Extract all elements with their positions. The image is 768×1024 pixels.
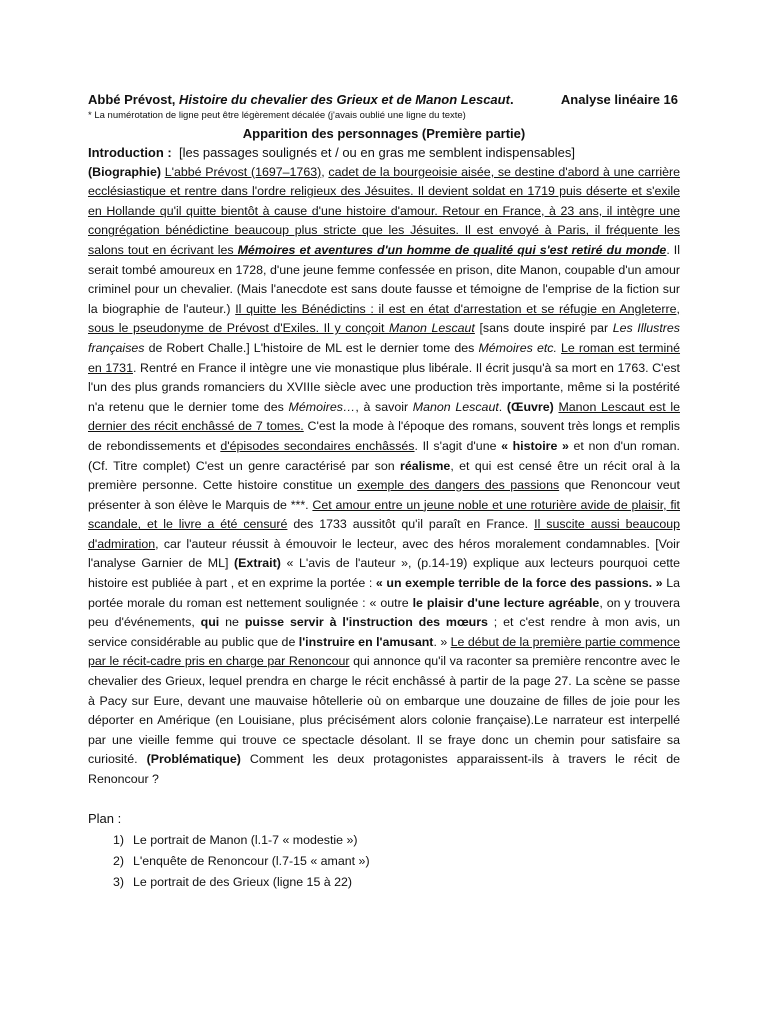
title-dot: . xyxy=(509,92,514,107)
text-segment: , et qui est censé être un récit oral à la première personne. Cette histoire constitue un xyxy=(88,458,680,493)
text-segment: le plaisir d'une lecture agréable xyxy=(412,595,600,610)
text-segment: . Il serait tombé amoureux en 1728, d'une jeune femme confessée en prison, dite Manon, coupable d'un amour criminel pour un chevalier. (Mais l'anecdote est sans doute fausse et témoigne de l'emprise de la fiction sur la biographie de l'auteur.) xyxy=(88,242,680,316)
plan-item-text: Le portrait de Manon (l.1-7 « modestie ») xyxy=(133,832,358,847)
text-segment: et non d'un roman. (Cf. Titre complet) C'est un genre caractérisé par son xyxy=(88,438,680,473)
plan-item-text: L'enquête de Renoncour (l.7-15 « amant ») xyxy=(133,853,370,868)
section-subtitle: Apparition des personnages (Première partie) xyxy=(242,126,526,141)
text-segment: ; et c'est rendre à mon avis, un service considérable au public que de xyxy=(88,615,680,649)
text-segment: (Œuvre) xyxy=(506,399,554,414)
text-segment: puisse servir à l'instruction des mœurs xyxy=(244,615,488,630)
text-segment: réalisme xyxy=(400,458,451,473)
introduction-remark: [les passages soulignés et / ou en gras me semblent indispensables] xyxy=(179,145,576,160)
text-segment: (Extrait) xyxy=(234,556,281,571)
text-segment: Manon Lescaut xyxy=(389,321,475,336)
text-segment: « histoire » xyxy=(501,438,569,453)
text-segment: La portée morale du roman est nettement soulignée : « outre xyxy=(88,576,680,610)
text-segment: Le roman est terminé en 1731 xyxy=(88,340,681,375)
plan-item xyxy=(88,830,680,851)
text-segment: d'épisodes secondaires enchâssés xyxy=(220,438,415,453)
text-segment: que Renoncour veut présenter à son élève le Marquis de ***. xyxy=(88,478,680,512)
text-segment: , xyxy=(321,164,329,179)
text-segment: « un exemple terrible de la force des passions. » xyxy=(375,576,663,591)
document-header xyxy=(88,91,680,108)
text-segment: cadet de la bourgeoisie aisée, se destine d'abord à une carrière ecclésiastique et rentre dans l'ordre religieux des Jésuites. Il devient soldat en 1719 puis déserte et s'exile en Hollande qu'il quitte bientôt à cause d'une histoire d'amour. Retour en France, à 23 ans, il intègre une congrégation bénédictine beaucoup plus stricte que les Jésuites. Il est envoyé à Paris, il fréquente les salons tout en écrivant les xyxy=(88,164,681,257)
text-segment: Mémoires etc. xyxy=(478,340,557,355)
work-title: Histoire du chevalier des Grieux et de Manon Lescaut xyxy=(179,92,510,107)
text-segment: exemple des dangers des passions xyxy=(357,478,560,493)
plan-item-number: 2) xyxy=(113,853,125,868)
plan-item-number: 3) xyxy=(113,874,125,889)
plan-title: Plan : xyxy=(88,810,122,826)
text-segment: , car l'auteur réussit à émouvoir le lecteur, avec des héros moralement condamnables. [Voir l'analyse Garnier de ML] xyxy=(88,536,680,571)
text-segment: . Il s'agit d'une xyxy=(414,438,502,453)
text-segment: qui xyxy=(200,615,220,630)
text-segment: , à savoir xyxy=(355,399,413,414)
plan-item xyxy=(88,872,680,893)
text-segment: L'abbé Prévost (1697–1763) xyxy=(164,164,322,179)
text-segment: ne xyxy=(219,615,245,630)
introduction-paragraph xyxy=(88,163,680,790)
text-segment: Comment les deux protagonistes apparaissent-ils à travers le récit de Renoncour ? xyxy=(88,752,680,786)
plan-item-number: 1) xyxy=(113,832,125,847)
text-segment: (Biographie) xyxy=(88,164,161,179)
text-segment: Manon Lescaut xyxy=(412,399,499,414)
text-segment: Il quitte les Bénédictins : il est en état d'arrestation et se réfugie en Angleterre, sous le pseudonyme de Prévost d'Exiles. Il y conçoit xyxy=(88,301,681,336)
text-segment: . » xyxy=(433,634,451,649)
text-segment: Mémoires et aventures d'un homme de qualité qui s'est retiré du monde xyxy=(237,242,667,257)
text-segment: des 1733 aussitôt qu'il paraît en France. xyxy=(287,517,535,532)
text-segment: [sans doute inspiré par xyxy=(474,321,613,336)
introduction-heading xyxy=(88,143,680,163)
text-segment: Manon Lescaut est le dernier des récit enchâssé de 7 tomes. xyxy=(88,399,680,434)
text-segment: . Rentré en France il intègre une vie monastique plus libérale. Il écrit jusqu'à sa mort en 1763. C'est l'un des plus grands romanciers du XVIIIe siècle avec une production très importante, même si la postérité n'a retenu que le dernier tome des xyxy=(88,360,680,414)
plan-list xyxy=(88,830,680,893)
author-name: Abbé Prévost, xyxy=(88,92,176,107)
text-segment: l'instruire en l'amusant xyxy=(298,634,434,649)
text-segment: de Robert Challe.] L'histoire de ML est le dernier tome des xyxy=(144,340,479,355)
text-segment: « L'avis de l'auteur », (p.14-19) explique aux lecteurs pourquoi cette histoire est publiée à part , et en exprime la portée : xyxy=(88,556,680,591)
plan-item-text: Le portrait de des Grieux (ligne 15 à 22) xyxy=(133,874,353,889)
text-segment: , on y trouvera peu d'événements, xyxy=(88,595,681,630)
plan-item xyxy=(88,851,680,872)
analysis-label: Analyse linéaire 16 xyxy=(560,92,678,107)
text-segment: . xyxy=(498,399,507,414)
text-segment: qui annonce qu'il va raconter sa première rencontre avec le chevalier des Grieux, lequel prendra en charge le récit enchâssé à partir de la page 27. La scène se passe à Pacy sur Eure, devant une mauvaise hôtellerie où on embarque une douzaine de filles de joie pour les déporter en Amérique (en Louisiane, plus précisément alors colonie française).Le narrateur est interpellé par une vieille femme qui trouve ce spectacle désolant. Il se fraye donc un chemin pour satisfaire sa curiosité. xyxy=(88,654,680,767)
introduction-label: Introduction : xyxy=(88,145,172,160)
text-segment: Il suscite aussi beaucoup d'admiration xyxy=(88,517,681,551)
line-numbering-note: * La numérotation de ligne peut être légèrement décalée (j'avais oublié une ligne du texte) xyxy=(88,110,466,121)
text-segment: Cet amour entre un jeune noble et une roturière avide de plaisir, fit scandale, et le livre a été censuré xyxy=(88,497,681,532)
text-segment: C'est la mode à l'époque des romans, souvent très longs et remplis de rebondissements et xyxy=(88,419,680,453)
text-segment: (Problématique) xyxy=(146,752,241,767)
text-segment: Les Illustres françaises xyxy=(88,321,680,355)
text-segment: Mémoires… xyxy=(288,399,356,414)
text-segment: Le début de la première partie commence par le récit-cadre pris en charge par Renoncour xyxy=(88,634,681,669)
